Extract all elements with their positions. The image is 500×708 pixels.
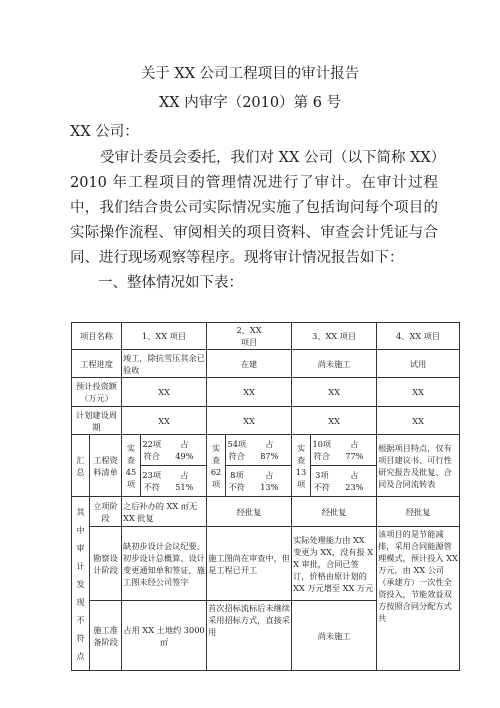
table-row	[72, 378, 460, 407]
table-cell: XX	[122, 407, 207, 435]
stage-label: 施工准备阶段	[90, 601, 122, 671]
summary-label: 汇总	[72, 435, 90, 497]
p4-summary: 根据项目特点，仅有项目建议书、可行性研究报告及批复、合同及合同流转表	[377, 435, 460, 497]
section-heading: 一、整体情况如下表：	[98, 275, 243, 291]
issue-row	[72, 497, 460, 527]
table-cell: 尚未施工	[292, 601, 377, 671]
summary-table	[71, 322, 460, 671]
table-cell: XX	[292, 407, 377, 435]
table-cell: XX	[207, 407, 292, 435]
table-cell: 首次招标流标后未继续采用招标方式，直接采用	[207, 601, 292, 671]
p3-match-pct: 占 77%	[333, 435, 377, 466]
table-row	[72, 350, 460, 378]
table-cell: 缺初步设计会议纪要、初步设计总概算、设计变更通知单和签证，施工图未经公司签字	[122, 527, 207, 601]
table-cell: XX	[207, 378, 292, 407]
table-cell: 试用	[377, 350, 460, 378]
table-cell: 经批复	[292, 497, 377, 527]
p2-match-count: 54项 符合	[226, 435, 248, 466]
table-cell: 之后补办的 XX ㎡无 XX 批复	[122, 497, 207, 527]
p1-mismatch-pct: 占 51%	[163, 466, 207, 497]
p3-checked: 实查 13项	[292, 435, 311, 497]
issues-label: 其中审计发现不符点	[72, 497, 90, 671]
table-cell: 经批复	[207, 497, 292, 527]
table-cell: XX	[377, 378, 460, 407]
p1-match-pct: 占 49%	[163, 435, 207, 466]
table-cell: 竣工，除抗雪压其余已验收	[122, 350, 207, 378]
header-project-4: 4、XX 项目	[377, 323, 460, 350]
table-cell: 尚未施工	[292, 350, 377, 378]
report-title: 关于 XX 公司工程项目的审计报告	[140, 66, 360, 82]
p3-mismatch-count: 3项 不符	[311, 466, 333, 497]
table-cell: 在建	[207, 350, 292, 378]
issue-row	[72, 527, 460, 601]
table-cell: XX	[122, 378, 207, 407]
intro-paragraph: 受审计委员会委托，我们对 XX 公司（以下简称 XX）2010 年工程项目的管理情况进行了审计。在审计过程中，我们结合贵公司实际情况实施了包括询问每个项目的实际操作流程、审阅相关的项目资料、审查会计凭证与合同、进行现场观察等程序。现将审计情况报告如下：	[70, 150, 438, 266]
p1-checked: 实查 45项	[122, 435, 141, 497]
table-cell: 该项目的是节能减排，采用合同能源管理模式，预计投入 XX 万元，由 XX 公司（承建方）一次性全资投入，节能效益双方按照合同分配方式共	[377, 527, 460, 671]
row-label: 计划建设周期	[72, 407, 122, 435]
table-cell: XX	[292, 378, 377, 407]
row-label: 工程进度	[72, 350, 122, 378]
p2-checked: 实查 62项	[207, 435, 226, 497]
p1-mismatch-count: 23项 不符	[141, 466, 163, 497]
table-cell: 占用 XX 土地约 3000 ㎡	[122, 601, 207, 671]
stage-label: 立项阶段	[90, 497, 122, 527]
p3-match-count: 10项 符合	[311, 435, 333, 466]
header-project-2: 2、XX 项目	[207, 323, 292, 350]
p3-mismatch-pct: 占 23%	[333, 466, 377, 497]
p2-match-pct: 占 87%	[248, 435, 292, 466]
p1-match-count: 22项 符合	[141, 435, 163, 466]
summary-sublabel: 工程资料清单	[90, 435, 122, 497]
document-number: XX 内审字（2010）第 6 号	[158, 95, 342, 111]
table-cell: 实际处理能力由 XX 变更为 XX，没有报 XX 审批，合同已签订，价格由原计划的 XX 万元增至 XX 万元	[292, 527, 377, 601]
header-project-1: 1、XX 项目	[122, 323, 207, 350]
table-cell: 经批复	[377, 497, 460, 527]
p2-mismatch-pct: 占 13%	[248, 466, 292, 497]
table-header-row	[72, 323, 460, 350]
salutation: XX 公司：	[70, 124, 139, 140]
header-project-name: 项目名称	[72, 323, 122, 350]
p2-mismatch-count: 8项 不符	[226, 466, 248, 497]
header-project-3: 3、XX 项目	[292, 323, 377, 350]
table-cell: 施工图尚在审查中，但是工程已开工	[207, 527, 292, 601]
table-cell: XX	[377, 407, 460, 435]
summary-row	[72, 435, 460, 466]
row-label: 预计投资额（万元）	[72, 378, 122, 407]
table-row	[72, 407, 460, 435]
stage-label: 勘察设计阶段	[90, 527, 122, 601]
